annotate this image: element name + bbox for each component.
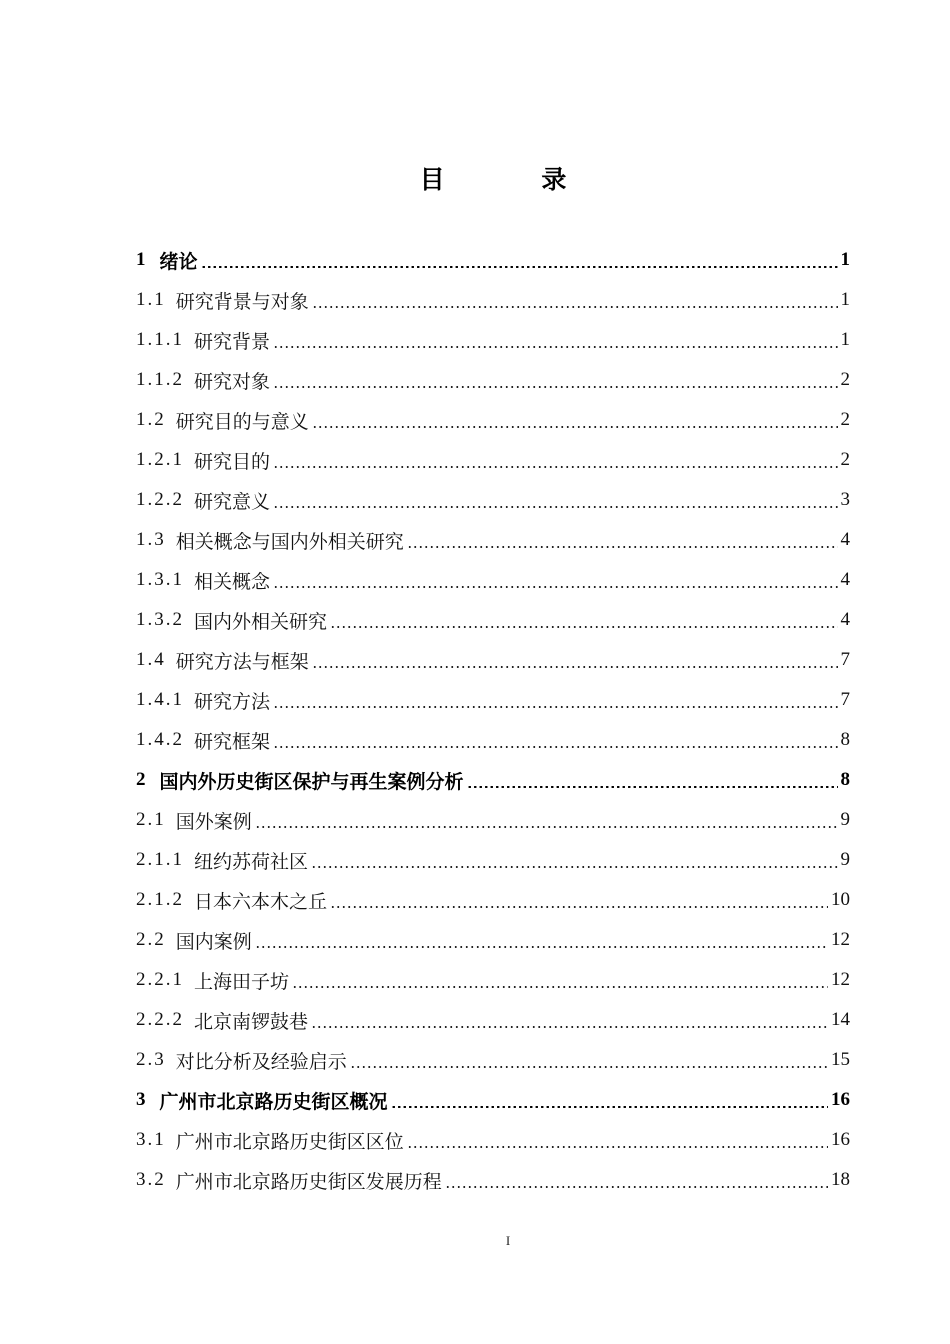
toc-dot-leader <box>407 546 838 548</box>
toc-entry-number: 2.1 <box>136 809 166 830</box>
toc-dot-leader <box>391 1106 828 1108</box>
toc-entry-number: 2.2.1 <box>136 969 184 990</box>
toc-entry-page: 2 <box>840 449 850 470</box>
toc-entry[interactable] <box>136 480 850 520</box>
toc-entry-number: 2.1.2 <box>136 889 184 910</box>
toc-dot-leader <box>312 306 838 308</box>
toc-entry[interactable] <box>136 400 850 440</box>
toc-entry-page: 10 <box>831 889 850 910</box>
toc-entry-page: 9 <box>840 809 850 830</box>
toc-entry-number: 2 <box>136 769 146 790</box>
toc-dot-leader <box>273 346 837 348</box>
toc-entry[interactable] <box>136 520 850 560</box>
toc-entry-label: 研究背景与对象 <box>175 290 309 313</box>
toc-entry-number: 1.3.1 <box>136 569 184 590</box>
toc-entry[interactable] <box>136 560 850 600</box>
toc-dot-leader <box>273 706 837 708</box>
toc-entry[interactable] <box>136 760 850 800</box>
toc-entry-page: 1 <box>840 249 850 270</box>
toc-dot-leader <box>311 1026 828 1028</box>
toc-entry-number: 2.1.1 <box>136 849 184 870</box>
toc-entry-label: 研究方法与框架 <box>175 650 309 673</box>
toc-entry[interactable] <box>136 840 850 880</box>
toc-entry-label: 研究方法 <box>194 690 271 713</box>
toc-entry-label: 研究目的与意义 <box>175 410 309 433</box>
toc-entry-label: 研究框架 <box>194 730 271 753</box>
toc-entry-label: 研究意义 <box>194 490 271 513</box>
toc-entry-label: 广州市北京路历史街区概况 <box>159 1090 388 1113</box>
toc-dot-leader <box>273 586 837 588</box>
toc-entry-number: 2.2.2 <box>136 1009 184 1030</box>
toc-entry-number: 1 <box>136 249 146 270</box>
toc-entry-number: 1.2.1 <box>136 449 184 470</box>
toc-entry-page: 12 <box>831 929 850 950</box>
toc-title: 目 录 <box>419 165 611 194</box>
toc-entry[interactable] <box>136 360 850 400</box>
toc-entry-number: 1.1.2 <box>136 369 184 390</box>
toc-entry-number: 2.3 <box>136 1049 166 1070</box>
toc-entry-number: 1.1 <box>136 289 166 310</box>
toc-dot-leader <box>273 386 837 388</box>
toc-entry-number: 1.1.1 <box>136 329 184 350</box>
toc-dot-leader <box>330 906 828 908</box>
toc-entry[interactable] <box>136 680 850 720</box>
toc-entry-page: 14 <box>831 1009 850 1030</box>
toc-entry[interactable] <box>136 880 850 920</box>
toc-entry[interactable] <box>136 960 850 1000</box>
toc-entry-page: 4 <box>840 529 850 550</box>
toc-dot-leader <box>330 626 837 628</box>
toc-entry-number: 1.3.2 <box>136 609 184 630</box>
toc-entry-page: 2 <box>840 369 850 390</box>
toc-dot-leader <box>311 866 837 868</box>
toc-entry-number: 3 <box>136 1089 146 1110</box>
toc-entry-number: 1.4 <box>136 649 166 670</box>
toc-dot-leader <box>273 746 837 748</box>
toc-dot-leader <box>273 506 837 508</box>
toc-entry-page: 4 <box>840 569 850 590</box>
toc-entry[interactable] <box>136 720 850 760</box>
toc-entry-label: 研究对象 <box>194 370 271 393</box>
toc-entry-number: 1.4.1 <box>136 689 184 710</box>
toc-entry[interactable] <box>136 320 850 360</box>
toc-entry-number: 3.2 <box>136 1169 166 1190</box>
toc-entry-label: 相关概念与国内外相关研究 <box>175 530 404 553</box>
toc-entry[interactable] <box>136 1040 850 1080</box>
toc-entry-label: 日本六本木之丘 <box>194 890 328 913</box>
toc-entry-number: 2.2 <box>136 929 166 950</box>
toc-entry-page: 3 <box>840 489 850 510</box>
toc-entry-label: 研究背景 <box>194 330 271 353</box>
toc-entry-number: 1.2.2 <box>136 489 184 510</box>
page-number: I <box>505 1233 511 1248</box>
toc-entry-label: 国内外相关研究 <box>194 610 328 633</box>
toc-entry[interactable] <box>136 1000 850 1040</box>
toc-entry-page: 1 <box>840 289 850 310</box>
toc-entry[interactable] <box>136 920 850 960</box>
toc-dot-leader <box>255 826 838 828</box>
toc-dot-leader <box>273 466 837 468</box>
toc-dot-leader <box>407 1146 828 1148</box>
toc-entry-label: 对比分析及经验启示 <box>175 1050 347 1073</box>
toc-dot-leader <box>445 1186 828 1188</box>
toc-entry-page: 16 <box>831 1089 850 1110</box>
toc-entry-page: 7 <box>840 649 850 670</box>
toc-entry-page: 7 <box>840 689 850 710</box>
toc-entry-page: 4 <box>840 609 850 630</box>
toc-entry[interactable] <box>136 600 850 640</box>
toc-entry[interactable] <box>136 1120 850 1160</box>
toc-entry-label: 绪论 <box>159 250 198 273</box>
table-of-contents <box>136 240 850 1200</box>
toc-entry-label: 上海田子坊 <box>194 970 290 993</box>
toc-entry-label: 国外案例 <box>175 810 252 833</box>
toc-entry-page: 18 <box>831 1169 850 1190</box>
toc-entry-number: 1.4.2 <box>136 729 184 750</box>
toc-entry-page: 15 <box>831 1049 850 1070</box>
toc-entry[interactable] <box>136 240 850 280</box>
toc-entry-page: 12 <box>831 969 850 990</box>
toc-entry-page: 9 <box>840 849 850 870</box>
toc-entry-label: 纽约苏荷社区 <box>194 850 309 873</box>
toc-entry-page: 1 <box>840 329 850 350</box>
toc-entry-page: 8 <box>840 729 850 750</box>
toc-entry[interactable] <box>136 280 850 320</box>
toc-entry[interactable] <box>136 800 850 840</box>
toc-entry-page: 2 <box>840 409 850 430</box>
toc-entry[interactable] <box>136 640 850 680</box>
toc-entry-page: 8 <box>840 769 850 790</box>
toc-entry-number: 3.1 <box>136 1129 166 1150</box>
toc-entry-label: 国内案例 <box>175 930 252 953</box>
toc-dot-leader <box>255 946 828 948</box>
toc-entry-number: 1.2 <box>136 409 166 430</box>
toc-entry[interactable] <box>136 1160 850 1200</box>
toc-entry[interactable] <box>136 440 850 480</box>
toc-dot-leader <box>350 1066 828 1068</box>
toc-dot-leader <box>201 266 838 268</box>
toc-dot-leader <box>312 666 838 668</box>
toc-dot-leader <box>292 986 828 988</box>
toc-entry[interactable] <box>136 1080 850 1120</box>
toc-entry-label: 国内外历史街区保护与再生案例分析 <box>159 770 464 793</box>
toc-entry-label: 相关概念 <box>194 570 271 593</box>
toc-entry-number: 1.3 <box>136 529 166 550</box>
toc-entry-label: 研究目的 <box>194 450 271 473</box>
toc-entry-label: 北京南锣鼓巷 <box>194 1010 309 1033</box>
toc-dot-leader <box>312 426 838 428</box>
toc-dot-leader <box>467 786 838 788</box>
toc-entry-page: 16 <box>831 1129 850 1150</box>
toc-entry-label: 广州市北京路历史街区区位 <box>175 1130 404 1153</box>
toc-entry-label: 广州市北京路历史街区发展历程 <box>175 1170 442 1193</box>
